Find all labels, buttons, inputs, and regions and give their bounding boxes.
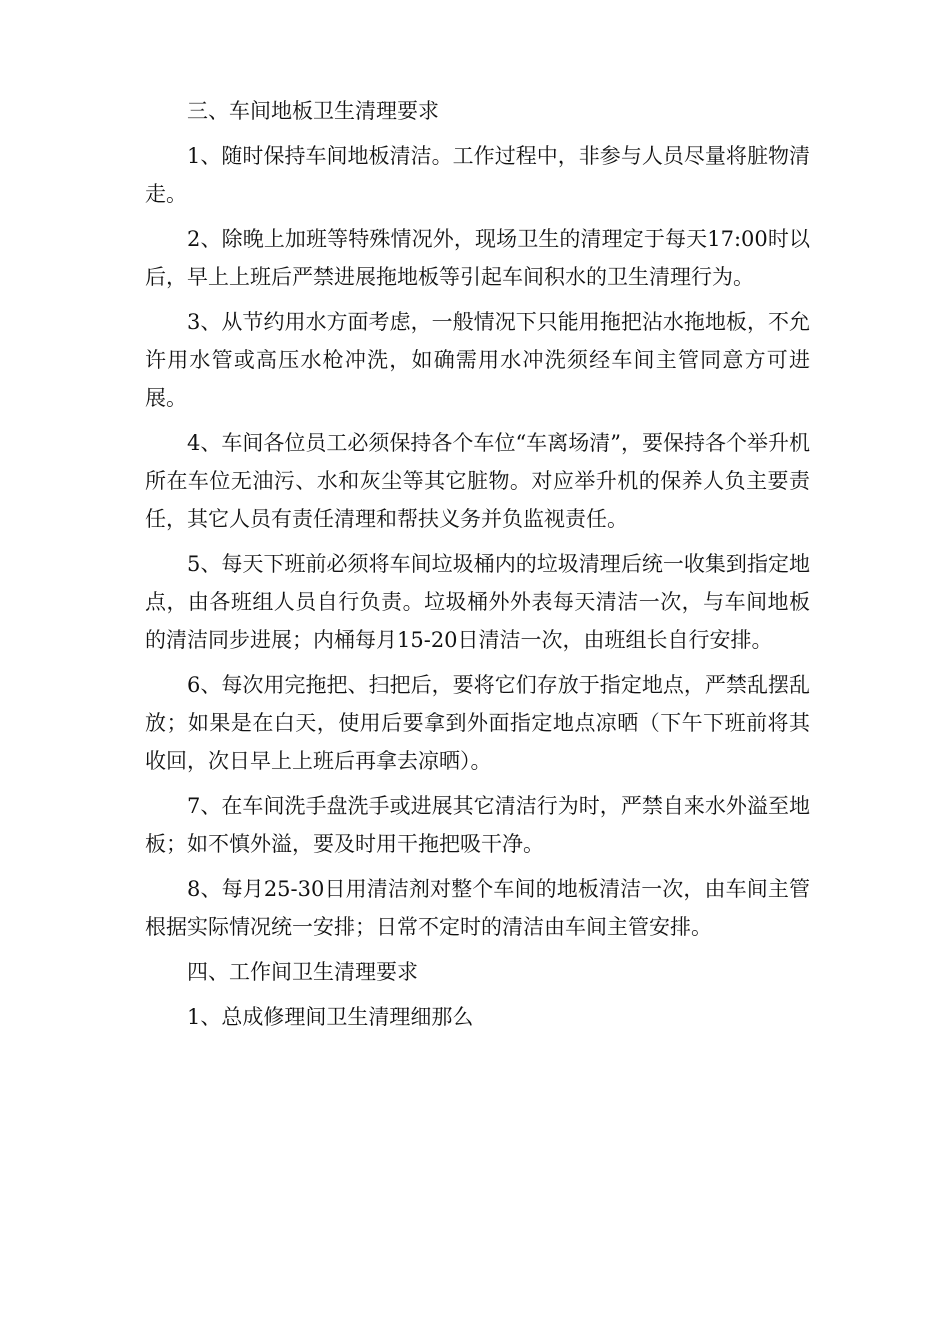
section-heading-workroom: 四、工作间卫生清理要求 <box>187 960 418 984</box>
paragraph-item-6: 6、每次用完拖把、扫把后，要将它们存放于指定地点，严禁乱摆乱放；如果是在白天，使用后要拿到外面指定地点凉晒（下午下班前将其收回，次日早上上班后再拿去凉晒）。 <box>145 673 810 773</box>
paragraph-item-5: 5、每天下班前必须将车间垃圾桶内的垃圾清理后统一收集到指定地点，由各班组人员自行负责。垃圾桶外外表每天清洁一次，与车间地板的清洁同步进展；内桶每月15-20日清洁一次，由班组长自行安排。 <box>145 552 810 652</box>
paragraph-workroom-item-1: 1、总成修理间卫生清理细那么 <box>187 1005 474 1029</box>
paragraph-item-4: 4、车间各位员工必须保持各个车位“车离场清”，要保持各个举升机所在车位无油污、水和灰尘等其它脏物。对应举升机的保养人负主要责任，其它人员有责任清理和帮扶义务并负监视责任。 <box>145 431 810 531</box>
paragraph-item-1: 1、随时保持车间地板清洁。工作过程中，非参与人员尽量将脏物清走。 <box>145 144 810 206</box>
paragraph-item-2: 2、除晚上加班等特殊情况外，现场卫生的清理定于每天17:00时以后，早上上班后严禁进展拖地板等引起车间积水的卫生清理行为。 <box>145 227 810 289</box>
paragraph-item-8: 8、每月25-30日用清洁剂对整个车间的地板清洁一次，由车间主管根据实际情况统一安排；日常不定时的清洁由车间主管安排。 <box>145 877 810 939</box>
paragraph-item-3: 3、从节约用水方面考虑，一般情况下只能用拖把沾水拖地板，不允许用水管或高压水枪冲洗，如确需用水冲洗须经车间主管同意方可进展。 <box>145 310 810 410</box>
document-body <box>145 92 810 1043</box>
section-heading-floor: 三、车间地板卫生清理要求 <box>187 99 439 123</box>
paragraph-item-7: 7、在车间洗手盘洗手或进展其它清洁行为时，严禁自来水外溢至地板；如不慎外溢，要及时用干拖把吸干净。 <box>145 794 810 856</box>
